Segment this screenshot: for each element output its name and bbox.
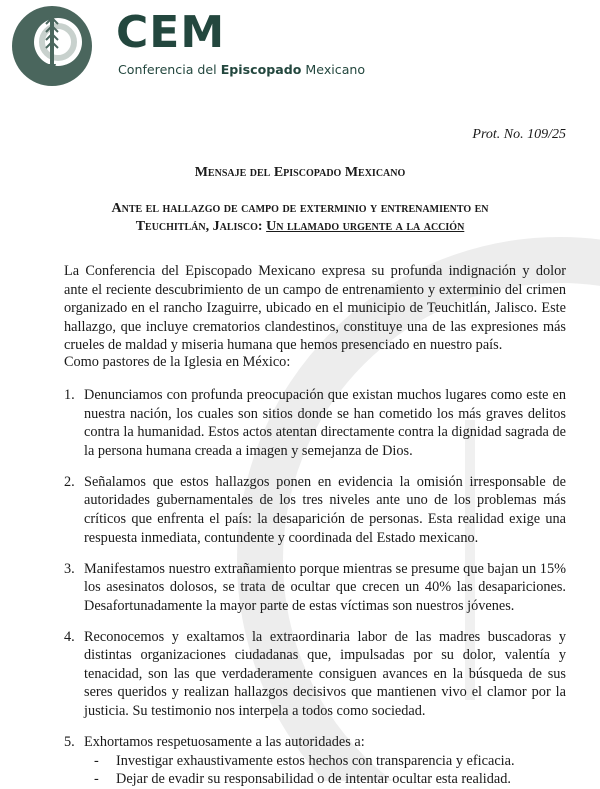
brand-subtitle: Conferencia del Episcopado Mexicano: [118, 62, 366, 77]
cem-logo-icon: [10, 4, 94, 88]
intro-paragraph: La Conferencia del Episcopado Mexicano expresa su profunda indignación y dolor ante el reciente descubrimiento de un campo de entrenamiento y exterminio del crimen organizado en el rancho Izaguirre, ubicado en el municipio de Teuchitlán, Jalisco. Este hallazgo, que incluye crematorios clandestinos, constituye una de las expresiones más crueles de maldad y miseria humana que hemos presenciado en nuestro país.: [64, 263, 566, 354]
sub-list-item: - Dejar de evadir su responsabilidad o de intentar ocultar esta realidad.: [94, 771, 511, 788]
list-item: 5. Exhortamos respetuosamente a las autoridades a: - Investigar exhaustivamente estos hechos con transparencia y eficacia. - Dejar de evadir su responsabilidad o de intentar ocultar esta realidad.: [64, 733, 566, 789]
brand-name: CEM: [116, 7, 226, 58]
sub-list: [84, 752, 566, 789]
header-logo-block: [10, 4, 370, 88]
list-item: 4. Reconocemos y exaltamos la extraordinaria labor de las madres buscadoras y distintas organizaciones ciudadanas que, impulsadas por su dolor, valentía y tenacidad, son las que verdaderamente consiguen avances en la búsqueda de sus seres queridos y realizan hallazgos decisivos que mantienen vivo el clamor por la justicia. Su testimonio nos interpela a todos como sociedad.: [64, 628, 566, 720]
document-title: Mensaje del Episcopado Mexicano: [194, 165, 406, 180]
list-item: 2. Señalamos que estos hallazgos ponen en evidencia la omisión irresponsable de autoridades gubernamentales de los tres niveles ante uno de los problemas más críticos que enfrenta el país: la desaparición de personas. Esta realidad exige una respuesta inmediata, contundente y coordinada del Estado mexicano.: [64, 473, 566, 546]
pastores-line: Como pastores de la Iglesia en México:: [64, 354, 291, 370]
sub-list-item: - Investigar exhaustivamente estos hechos con transparencia y eficacia.: [94, 752, 515, 769]
document-subtitle: Ante el hallazgo de campo de exterminio y entrenamiento en Teuchitlán, Jalisco: Un llamado urgente a la acción: [111, 201, 489, 234]
protocol-number: Prot. No. 109/25: [472, 127, 566, 142]
points-list: [64, 386, 566, 789]
list-item: 3. Manifestamos nuestro extrañamiento porque mientras se presume que bajan un 15% los asesinatos dolosos, se trata de ocultar que crecen un 40% las desapariciones. Desafortunadamente la mayor parte de estas víctimas son nuestros jóvenes.: [64, 560, 566, 614]
list-item: 1. Denunciamos con profunda preocupación que existan muchos lugares como este en nuestra nación, los cuales son sitios donde se han cometido los más graves delitos contra la humanidad. Estos actos atentan directamente contra la dignidad sagrada de la persona humana creada a imagen y semejanza de Dios.: [64, 387, 566, 459]
